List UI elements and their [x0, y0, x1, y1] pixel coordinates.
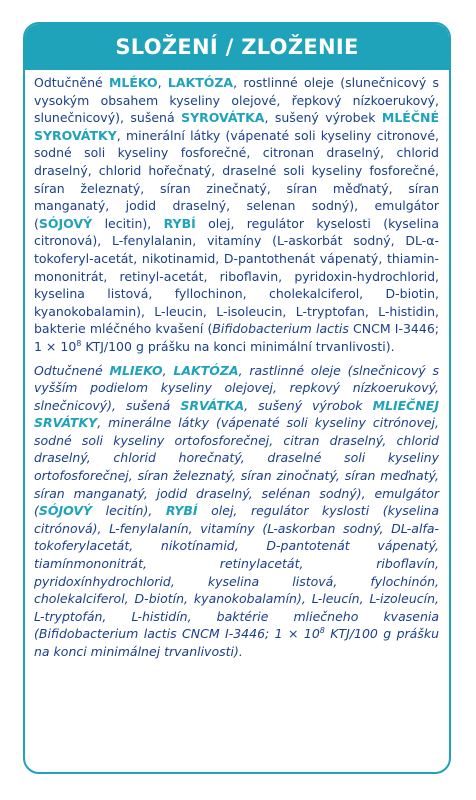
species-name: Bifidobacterium lactis — [212, 321, 349, 337]
allergen-term: MLÉKO — [108, 75, 158, 90]
text-segment: , rostlinné oleje (slunečnicový s vysokým obsahem kyseliny olejové, řepkový nízkoerukový, slunečnicový), sušená — [34, 75, 439, 126]
allergen-term: SÓJOVÝ — [38, 215, 93, 231]
composition-panel — [23, 22, 451, 774]
allergen-term: SYROVÁTKA — [181, 110, 265, 126]
composition-text-sk — [34, 362, 439, 661]
allergen-term: MLIEKO — [109, 362, 163, 378]
allergen-term: RYBÍ — [163, 215, 196, 231]
text-segment: , sušený výrobok — [244, 397, 373, 413]
allergen-term: LAKTÓZA — [173, 362, 239, 378]
composition-text-cz — [34, 74, 439, 356]
allergen-term: MLÉČNÉ SYROVÁTKY — [34, 110, 439, 143]
allergen-term: SRVÁTKA — [180, 397, 245, 413]
text-segment: lecitin), — [92, 215, 164, 231]
text-segment: , — [162, 362, 174, 378]
text-segment: , minerální látky (vápenaté soli kyseliny citronové, sodné soli kyseliny fosforečné, citronan draselný, chlorid draselný, chlorid hořečnatý, draselné soli kyseliny fosforečné, síran železnatý, síran zinečnatý, síran měďnatý, síran manganatý, jodid draselný, selenan sodný), emulgátor ( — [34, 127, 439, 231]
exponent: 8 — [76, 338, 82, 348]
allergen-term: LAKTÓZA — [167, 75, 234, 90]
text-segment: CNCM I-3446; 1 × 10 — [34, 321, 440, 354]
panel-body — [25, 70, 449, 661]
allergen-term: RYBÍ — [165, 503, 198, 519]
text-segment: KTJ/100 g prášku na konci minimálnej trvanlivosti). — [34, 626, 439, 659]
text-segment: olej, regulátor kyselosti (kyselina citronová), L-fenylalanin, vitamíny (L-askorbát sodný, DL-α-tokoferyl-acetát, nikotinamid, D-pantothenát vápenatý, thiamin-mononitrát, retinyl-acetát, riboflavin, pyridoxin-hydrochlorid, kyselina listová, fyllochinon, cholekalciferol, D-biotin, kyanokobalamin), L-leucin, L-isoleucin, L-tryptofan, L-histidin, bakterie mléčného kvašení ( — [34, 215, 439, 337]
text-segment: olej, regulátor kyslosti (kyselina citrónová), L-fenylalanín, vitamíny (L-askorban sodný, DL-alfa-tokoferylacetát, nikotínamid, D-pantotenát vápenatý, tiamínmononitrát, retinylacetát, riboflavín, pyridoxínhydrochlorid, kyselina listová, fylochinón, cholekalciferol, D-biotín, kyanokobalamín), L-leucín, L-izoleucín, L-tryptofán, L-histidín, baktérie mliečneho kvasenia (Bifidobacterium lactis CNCM I-3446; 1 × 10 — [34, 503, 439, 642]
text-segment: Odtučnené — [34, 362, 110, 378]
text-segment: , sušený výrobek — [264, 110, 382, 126]
text-segment: , rastlinné oleje (slnečnicový s vyšším podielom kyseliny olejovej, repkový nízkoerukový, slnečnicový), sušená — [34, 362, 440, 413]
text-segment: , minerálne látky (vápenaté soli kyseliny citrónovej, sodné soli kyseliny ortofosforečnej, citran draselný, chlorid draselný, chlorid horečnatý, draselné soli kyseliny ortofosforečnej, síran železnatý, síran zinočnatý, síran meďnatý, síran manganatý, jodid draselný, selénan sodný), emulgátor ( — [34, 415, 439, 519]
exponent: 8 — [319, 626, 325, 636]
text-segment: Odtučněné — [34, 75, 109, 90]
allergen-term: MLIEČNEJ SRVÁTKY — [34, 397, 439, 431]
allergen-term: SÓJOVÝ — [38, 503, 93, 519]
text-segment: lecitín), — [92, 503, 166, 519]
text-segment: KTJ/100 g prášku na konci minimální trvanlivosti). — [81, 338, 395, 354]
text-segment: , — [157, 75, 168, 90]
panel-title: SLOŽENÍ / ZLOŽENIE — [25, 24, 449, 70]
